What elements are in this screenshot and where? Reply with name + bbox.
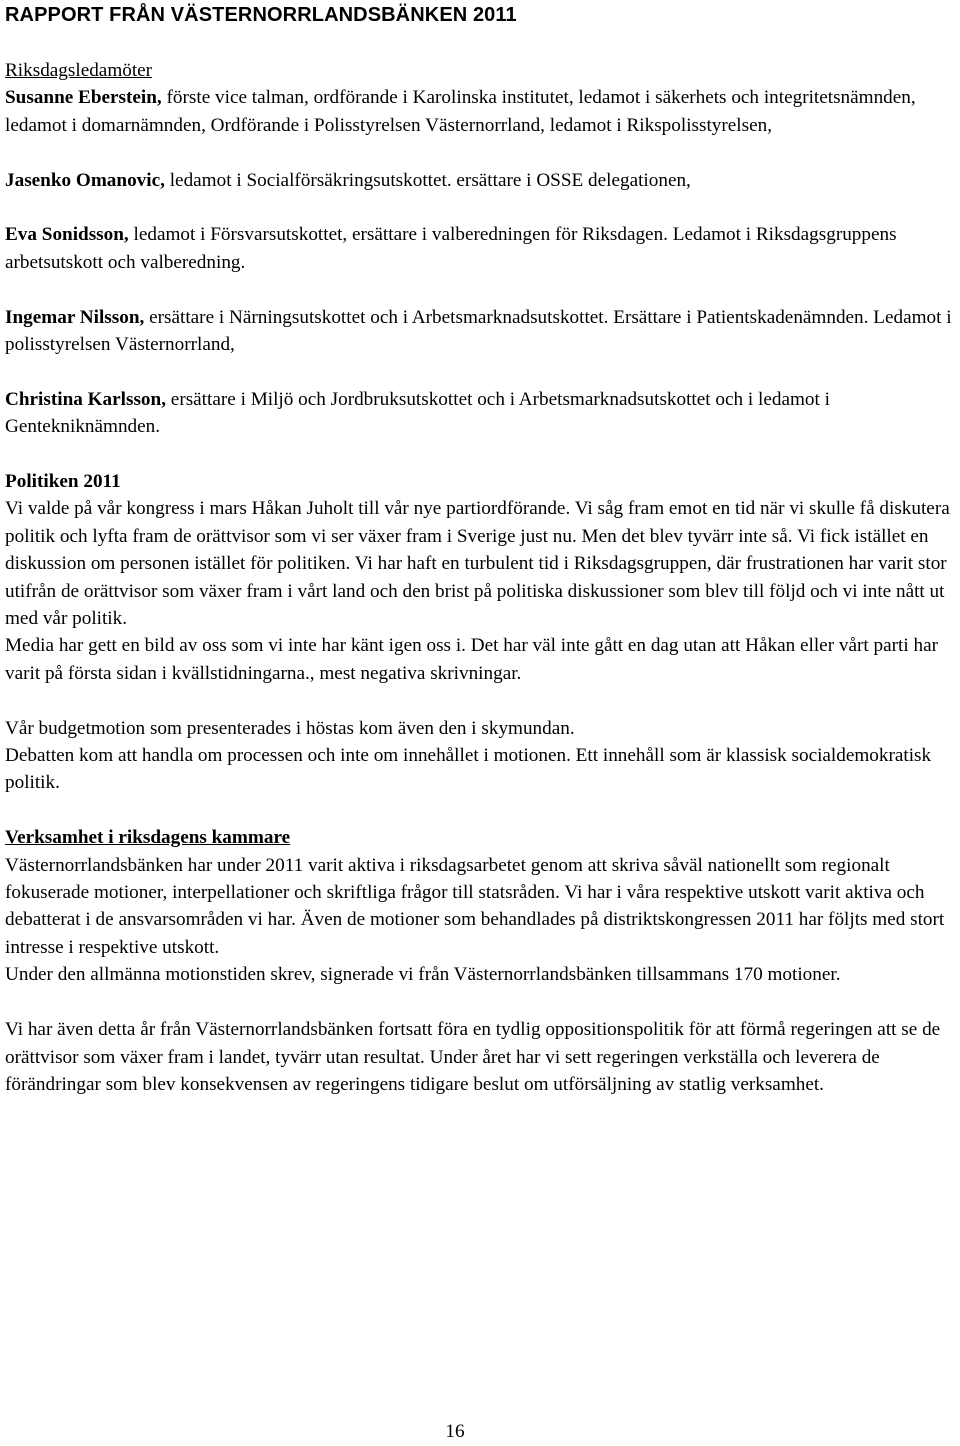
chamber-paragraph: Under den allmänna motionstiden skrev, signerade vi från Västernorrlandsbänken tillsammans 170 motioner. <box>5 964 841 986</box>
member-description: förste vice talman, ordförande i Karolinska institutet, ledamot i säkerhets och integritetsnämnden, ledamot i domarnämnden, Ordförande i Polisstyrelsen Västernorrland, ledamot i Rikspolisstyrelsen, <box>5 87 916 136</box>
politics-heading: Politiken 2011 <box>5 471 121 493</box>
members-heading: Riksdagsledamöter <box>5 60 153 81</box>
politics-paragraph: Vår budgetmotion som presenterades i höstas kom även den i skymundan. <box>5 717 575 739</box>
politics-paragraph: Debatten kom att handla om processen och inte om innehållet i motionen. Ett innehåll som är klassisk socialdemokratisk politik. <box>5 745 932 794</box>
politics-paragraph: Vi valde på vår kongress i mars Håkan Juholt till vår nye partiordförande. Vi såg fram emot en tid när vi skulle få diskutera politik och lyfta fram de orättvisor som vi ser växer fram i Sverige just nu. Men det blev tyvärr inte så. Vi fick istället en diskussion om personen istället för politiken. Vi har haft en turbulent tid i Riksdagsgruppen, där frustrationen har varit stor utifrån de orättvisor som växer fram i vårt land och den brist på politiska diskussioner som blev till följd och vi inte nått ut med vår politik. <box>5 498 950 630</box>
member-entry <box>5 386 955 441</box>
chamber-paragraph: Västernorrlandsbänken har under 2011 varit aktiva i riksdagsarbetet genom att skriva såväl nationellt som regionalt fokuserade motioner, interpellationer och skriftliga frågor till statsråden. Vi har i våra respektive utskott varit aktiva och debatterat i de ansvarsområden vi har. Även de motioner som behandlades på distriktskongressen 2011 har följts med stort intresse i respektive utskott. <box>5 854 945 958</box>
page-number: 16 <box>445 1421 465 1442</box>
politics-paragraph: Media har gett en bild av oss som vi inte har känt igen oss i. Det har väl inte gått en dag utan att Håkan eller vårt parti har varit på första sidan i kvällstidningarna., mest negativa skrivningar. <box>5 635 938 684</box>
chamber-paragraph: Vi har även detta år från Västernorrlandsbänken fortsatt föra en tydlig oppositionspolitik för att förmå regeringen att se de orättvisor som växer fram i landet, tyvärr utan resultat. Under året har vi sett regeringen verkställa och leverera de förändringar som blev konsekvensen av regeringens tidigare beslut om utförsäljning av statlig verksamhet. <box>5 1019 941 1095</box>
member-entry <box>5 84 955 139</box>
report-body <box>5 57 955 1098</box>
member-name: Eva Sonidsson, <box>5 224 129 246</box>
member-description: ersättare i Närningsutskottet och i Arbetsmarknadsutskottet. Ersättare i Patientskadenämnden. Ledamot i polisstyrelsen Västernorrland, <box>5 306 952 356</box>
member-entry <box>5 221 955 276</box>
member-description: ledamot i Försvarsutskottet, ersättare i valberedningen för Riksdagen. Ledamot i Riksdagsgruppens arbetsutskott och valberedning. <box>5 224 897 273</box>
page-title: RAPPORT FRÅN VÄSTERNORRLANDSBÄNKEN 2011 <box>5 4 517 26</box>
chamber-heading: Verksamhet i riksdagens kammare <box>5 827 291 849</box>
member-name: Christina Karlsson, <box>5 388 166 410</box>
member-description: ersättare i Miljö och Jordbruksutskottet och i Arbetsmarknadsutskottet och i ledamot i Gentekniknämnden. <box>5 388 830 438</box>
member-name: Susanne Eberstein, <box>5 87 162 109</box>
member-entry <box>5 167 955 194</box>
member-entry <box>5 304 955 359</box>
member-description: ledamot i Socialförsäkringsutskottet. ersättare i OSSE delegationen, <box>164 169 691 191</box>
member-name: Jasenko Omanovic, <box>5 169 165 191</box>
member-name: Ingemar Nilsson, <box>5 306 145 328</box>
